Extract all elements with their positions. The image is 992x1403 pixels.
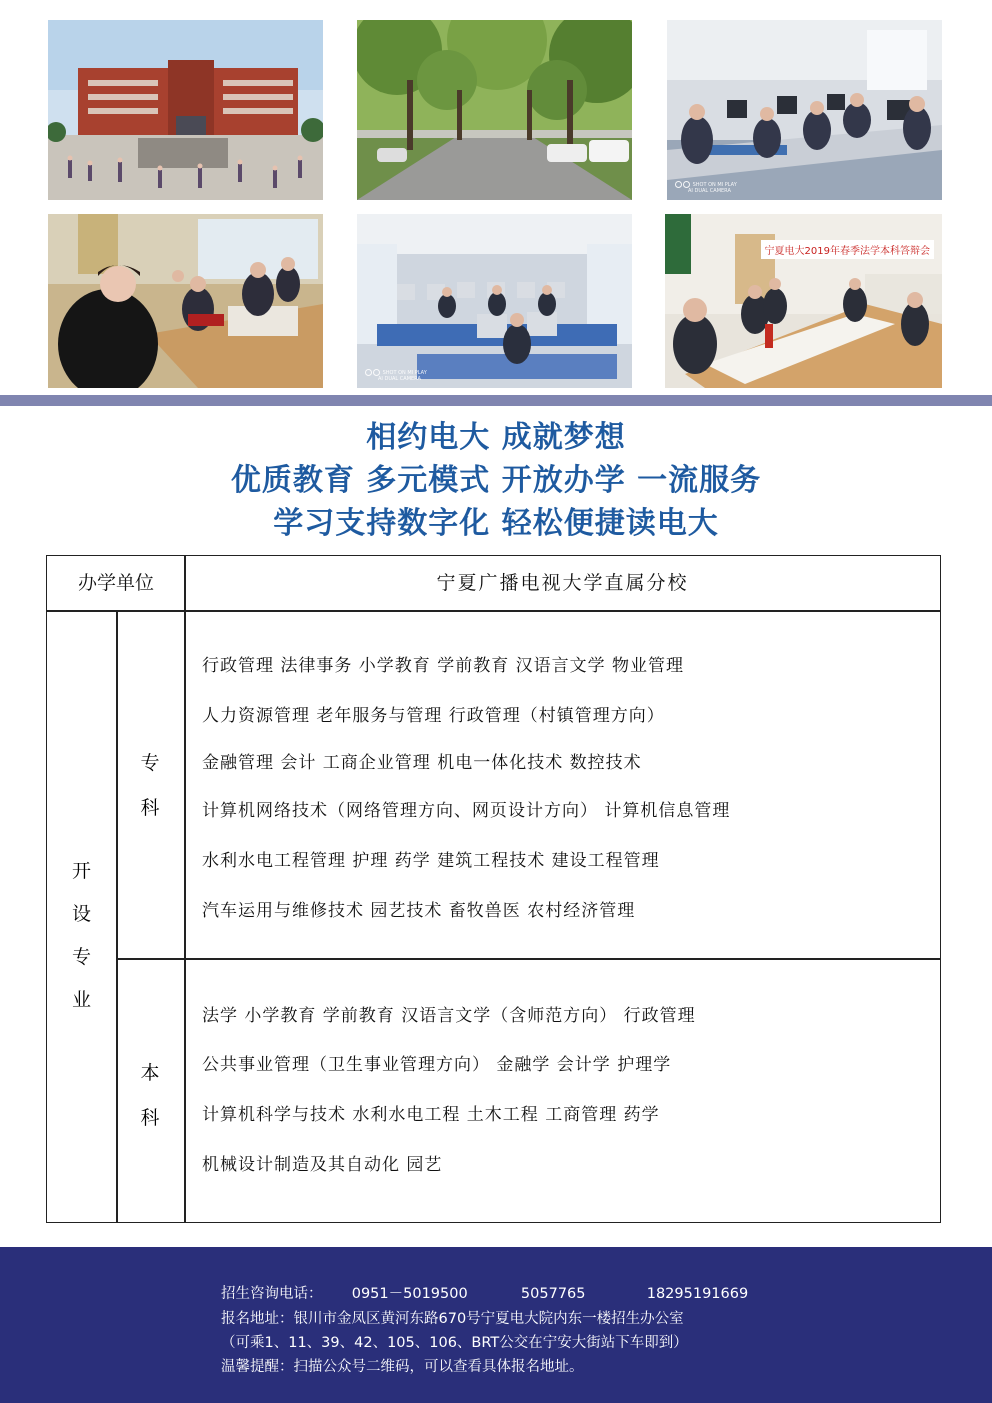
zhuanke-label [116,748,184,820]
zhuanke-major-line: 计算机网络技术（网络管理方向、网页设计方向） 计算机信息管理 [202,801,731,821]
benke-major-line: 法学 小学教育 学前教育 汉语言文学（含师范方向） 行政管理 [202,1006,696,1026]
camera-watermark: SHOT ON MI PLAY AI DUAL CAMERA [365,369,427,382]
majors-label-char: 开 [71,860,91,882]
campus-building-photo [48,20,323,200]
photo-caption: 宁夏电大2019年春季法学本科答辩会 [761,240,934,259]
computer-classroom-photo [357,214,632,388]
phone-label: 招生咨询电话： [221,1286,323,1302]
tip-line: 温馨提醒：扫描公众号二维码，可以查看具体报名地址。 [221,1359,584,1375]
slogan-line-1: 相约电大 成就梦想 [366,420,626,455]
contact-footer [0,1247,992,1403]
benke-label-char: 本 [140,1062,160,1084]
zhuanke-label-char: 科 [140,797,160,819]
zhuanke-major-line: 金融管理 会计 工商企业管理 机电一体化技术 数控技术 [202,753,642,773]
section-divider [0,395,992,406]
classroom-students-photo [48,214,323,388]
zhuanke-major-line: 人力资源管理 老年服务与管理 行政管理（村镇管理方向） [202,706,665,726]
thesis-defense-photo [665,214,942,388]
benke-major-line: 公共事业管理（卫生事业管理方向） 金融学 会计学 护理学 [202,1055,672,1075]
program-table [46,555,941,1223]
address-line: 报名地址：银川市金凤区黄河东路670号宁夏电大院内东一楼招生办公室 [221,1311,684,1327]
majors-section-label [47,856,116,1012]
benke-label [116,1058,184,1130]
zhuanke-major-line: 汽车运用与维修技术 园艺技术 畜牧兽医 农村经济管理 [202,901,636,921]
phone-line [221,1282,748,1303]
majors-label-char: 专 [71,946,91,968]
school-unit-label: 办学单位 [77,572,154,594]
camera-watermark: SHOT ON MI PLAY AI DUAL CAMERA [675,181,737,194]
phone-number-2[interactable]: 5057765 [520,1286,586,1302]
zhuanke-major-line: 行政管理 法律事务 小学教育 学前教育 汉语言文学 物业管理 [202,656,685,676]
zhuanke-label-char: 专 [140,752,160,774]
slogan-line-3: 学习支持数字化 轻松便捷读电大 [273,506,719,541]
tree-lined-road-photo [357,20,632,200]
benke-major-line: 计算机科学与技术 水利水电工程 土木工程 工商管理 药学 [202,1105,660,1125]
slogan-line-2: 优质教育 多元模式 开放办学 一流服务 [230,463,762,498]
computer-lab-exam-photo [667,20,942,200]
phone-number-1[interactable]: 0951－5019500 [351,1286,468,1302]
benke-major-line: 机械设计制造及其自动化 园艺 [202,1155,443,1175]
transit-line: （可乘1、11、39、42、105、106、BRT公交在宁安大街站下车即到） [221,1335,688,1351]
benke-label-char: 科 [140,1107,160,1129]
school-unit-value: 宁夏广播电视大学直属分校 [436,572,689,594]
majors-label-char: 业 [71,989,91,1011]
zhuanke-major-line: 水利水电工程管理 护理 药学 建筑工程技术 建设工程管理 [202,851,660,871]
phone-number-3[interactable]: 18295191669 [646,1286,749,1302]
majors-label-char: 设 [71,903,91,925]
